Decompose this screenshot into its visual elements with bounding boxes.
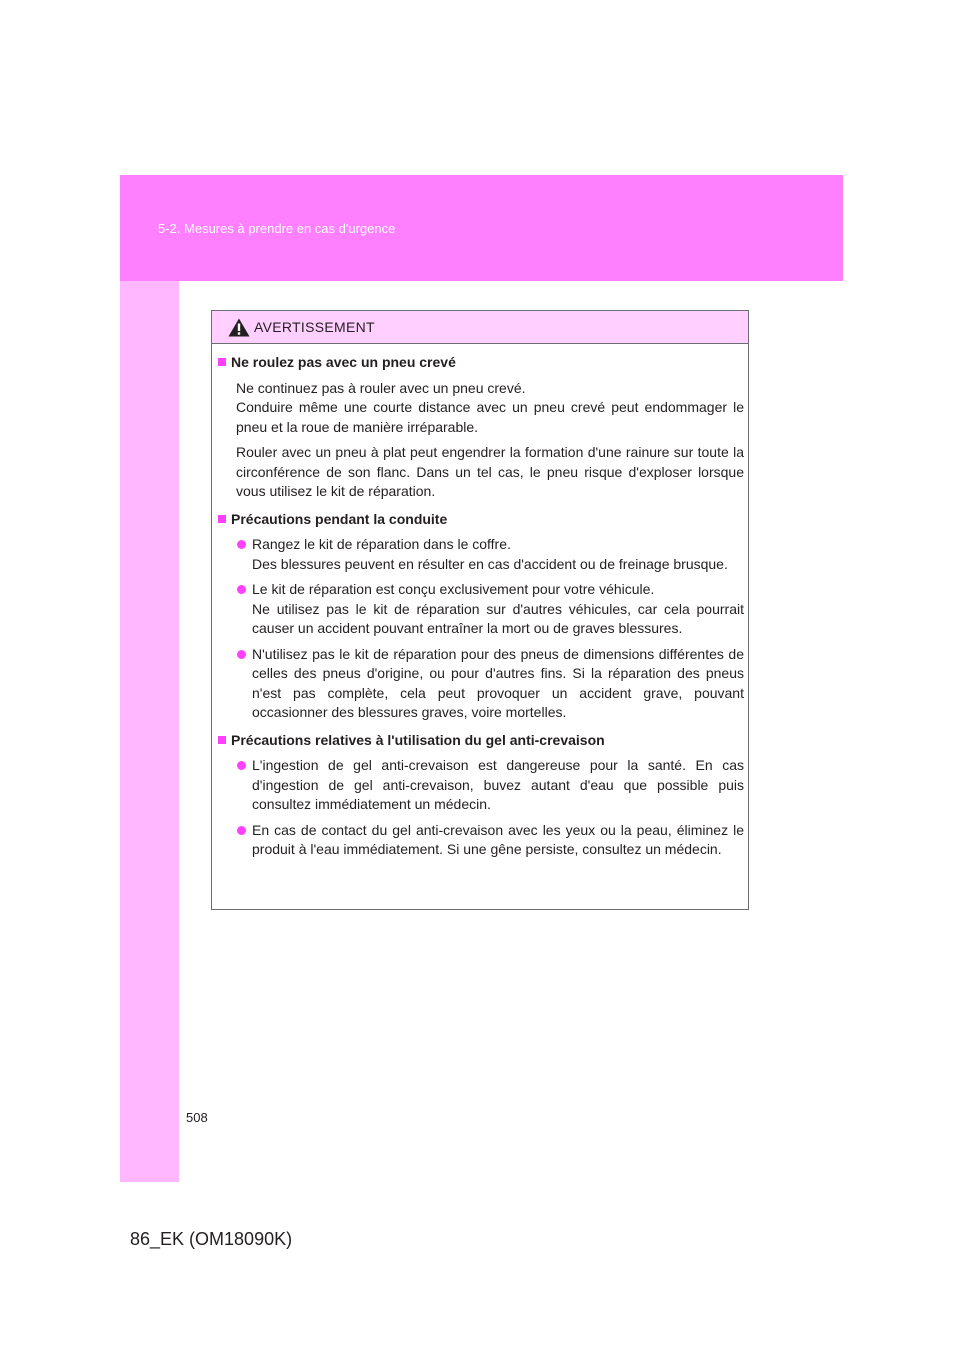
section-heading: Précautions relatives à l'utilisation du gel anti-crevaison — [218, 731, 744, 751]
list-item: En cas de contact du gel anti-crevaison avec les yeux ou la peau, éliminez le produit à l'eau immédiatement. Si une gêne persiste, consultez un médecin. — [237, 821, 744, 860]
warning-triangle-icon — [228, 318, 250, 337]
circle-bullet-icon — [237, 585, 246, 594]
paragraph: Rouler avec un pneu à plat peut engendrer la formation d'une rainure sur toute la circonférence de son flanc. Dans un tel cas, le pneu risque d'exploser lorsque vous utilisez le kit de réparation. — [236, 444, 744, 499]
warning-header — [212, 311, 748, 344]
section-title: 5-2. Mesures à prendre en cas d'urgence — [158, 221, 396, 236]
warning-title: AVERTISSEMENT — [254, 319, 375, 335]
paragraph: Ne continuez pas à rouler avec un pneu crevé. — [236, 379, 526, 396]
list-item: Rangez le kit de réparation dans le coffre. Des blessures peuvent en résulter en cas d'accident ou de freinage brusque. — [237, 535, 744, 574]
warning-body — [218, 353, 744, 866]
circle-bullet-icon — [237, 650, 246, 659]
circle-bullet-icon — [237, 826, 246, 835]
section-heading: Précautions pendant la conduite — [218, 510, 744, 530]
square-bullet-icon — [218, 358, 226, 366]
page-number: 508 — [186, 1110, 208, 1125]
list-item: N'utilisez pas le kit de réparation pour des pneus de dimensions différentes de celles des pneus d'origine, ou pour d'autres fins. Si la réparation des pneus n'est pas complète, cela peut provoquer un accident grave, pouvant occasionner des blessures graves, voire mortelles. — [237, 645, 744, 723]
circle-bullet-icon — [237, 540, 246, 549]
square-bullet-icon — [218, 736, 226, 744]
circle-bullet-icon — [237, 761, 246, 770]
document-code: 86_EK (OM18090K) — [130, 1229, 293, 1249]
list-item: L'ingestion de gel anti-crevaison est dangereuse pour la santé. En cas d'ingestion de gel anti-crevaison, buvez autant d'eau que possible puis consultez immédiatement un médecin. — [237, 756, 744, 815]
section-heading: Ne roulez pas avec un pneu crevé — [218, 353, 744, 373]
list-item: Le kit de réparation est conçu exclusivement pour votre véhicule. Ne utilisez pas le kit de réparation sur d'autres véhicules, car cela pourrait causer un accident pouvant entraîner la mort ou de graves blessures. — [237, 580, 744, 639]
square-bullet-icon — [218, 515, 226, 523]
warning-box — [211, 310, 749, 910]
side-strip — [120, 281, 179, 1182]
paragraph: Conduire même une courte distance avec un pneu crevé peut endommager le pneu et la roue de manière irréparable. — [236, 399, 744, 435]
